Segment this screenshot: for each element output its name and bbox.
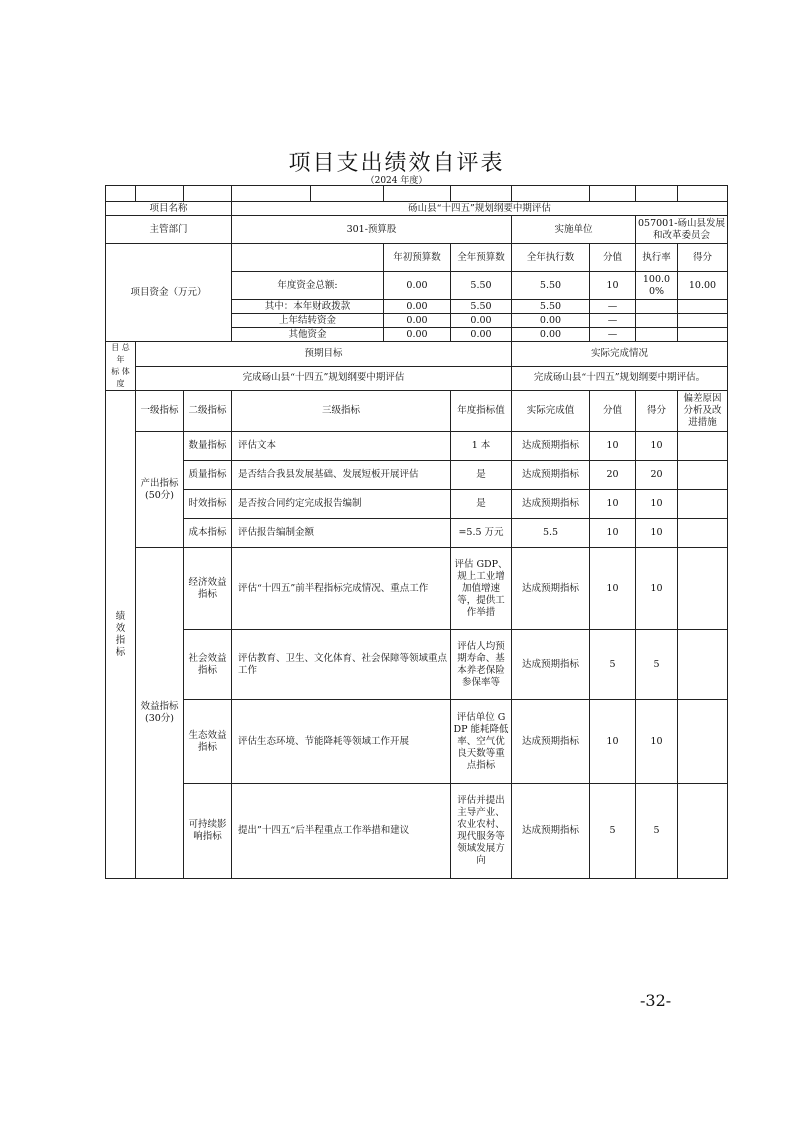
fund-score-value: 10 [590,272,636,300]
level3-cell: 提出”十四五“后半程重点工作举措和建议 [232,784,451,879]
fund-exec-rate [636,314,678,328]
benefit-indicator-label: 效益指标(30分) [136,548,184,879]
fund-score [678,300,728,314]
score-cell: 10 [636,432,678,461]
indicators-header-row [106,391,728,432]
fund-score-value: — [590,314,636,328]
expected-goal-value: 完成砀山县“十四五”规划纲要中期评估 [136,366,512,391]
fund-executed: 0.00 [512,328,590,342]
actual-cell: 达成预期指标 [512,548,590,630]
deviation-cell [678,784,728,879]
indicator-row [106,432,728,461]
actual-completion-label: 实际完成情况 [512,342,728,367]
hdr-score: 得分 [636,391,678,432]
deviation-cell [678,630,728,700]
deviation-cell [678,519,728,548]
fund-annual: 5.50 [451,272,512,300]
funds-section-label: 项目资金（万元） [106,244,232,342]
fund-score: 10.00 [678,272,728,300]
level2-cell: 可持续影响指标 [184,784,232,879]
level2-cell: 生态效益指标 [184,700,232,784]
year-subtitle: （2024 年度） [365,176,428,186]
col-exec-rate: 执行率 [636,244,678,272]
level2-cell: 成本指标 [184,519,232,548]
fund-initial: 0.00 [384,272,451,300]
fund-label: 其他资金 [232,328,384,342]
col-annual-budget: 全年预算数 [451,244,512,272]
actual-cell: 达成预期指标 [512,700,590,784]
score-cell: 10 [636,490,678,519]
fund-executed: 5.50 [512,272,590,300]
project-name-row [106,202,728,216]
fund-annual: 5.50 [451,300,512,314]
score-value-cell: 10 [590,700,636,784]
dept-label: 主管部门 [106,216,232,244]
indicator-row [106,490,728,519]
fund-score-value: — [590,300,636,314]
score-value-cell: 10 [590,519,636,548]
fund-annual: 0.00 [451,328,512,342]
hdr-score-value: 分值 [590,391,636,432]
level2-cell: 数量指标 [184,432,232,461]
level3-cell: 评估文本 [232,432,451,461]
blank-row [106,186,728,202]
page-title: 项目支出绩效自评表 [288,151,505,176]
target-cell: 评估单位 GDP 能耗降低率、空气优良天数等重点指标 [451,700,512,784]
dept-value: 301-预算股 [232,216,512,244]
funds-header-row [106,244,728,272]
target-cell: =5.5 万元 [451,519,512,548]
fund-initial: 0.00 [384,314,451,328]
fund-initial: 0.00 [384,328,451,342]
impl-unit-value: 057001-砀山县发展和改革委员会 [636,216,728,244]
level2-cell: 质量指标 [184,461,232,490]
impl-unit-label: 实施单位 [512,216,636,244]
col-score-value: 分值 [590,244,636,272]
indicator-row [106,548,728,630]
target-cell: 是 [451,461,512,490]
indicator-row [106,784,728,879]
score-cell: 5 [636,630,678,700]
actual-cell: 5.5 [512,519,590,548]
indicators-section-label [106,391,136,879]
actual-cell: 达成预期指标 [512,784,590,879]
score-cell: 20 [636,461,678,490]
indicator-row [106,630,728,700]
level3-cell: 评估“十四五”前半程指标完成情况、重点工作 [232,548,451,630]
level3-cell: 评估报告编制金额 [232,519,451,548]
indicator-row [106,461,728,490]
score-value-cell: 20 [590,461,636,490]
deviation-cell [678,700,728,784]
fund-exec-rate [636,300,678,314]
target-cell: 评估并提出主导产业、农业农村、现代服务等领域发展方向 [451,784,512,879]
indicator-row [106,519,728,548]
target-cell: 评估 GDP、规上工业增加值增速等，提供工作举措 [451,548,512,630]
deviation-cell [678,548,728,630]
hdr-deviation: 偏差原因分析及改进措施 [678,391,728,432]
fund-initial: 0.00 [384,300,451,314]
hdr-level1: 一级指标 [136,391,184,432]
fund-exec-rate [636,328,678,342]
goals-header-row [106,342,728,367]
target-cell: 评估人均预期寿命、基本养老保险参保率等 [451,630,512,700]
score-value-cell: 10 [590,490,636,519]
actual-cell: 达成预期指标 [512,490,590,519]
level2-cell: 时效指标 [184,490,232,519]
level2-cell: 经济效益指标 [184,548,232,630]
level2-cell: 社会效益指标 [184,630,232,700]
project-name-value: 砀山县“十四五”规划纲要中期评估 [232,202,728,216]
col-initial-budget: 年初预算数 [384,244,451,272]
target-cell: 是 [451,490,512,519]
score-value-cell: 10 [590,548,636,630]
score-cell: 10 [636,548,678,630]
indicator-row [106,700,728,784]
actual-cell: 达成预期指标 [512,630,590,700]
fund-annual: 0.00 [451,314,512,328]
hdr-level2: 二级指标 [184,391,232,432]
hdr-level3: 三级指标 [232,391,451,432]
score-cell: 10 [636,519,678,548]
indicators-section-text: 绩效指标 [115,610,126,658]
fund-label: 其中：本年财政拨款 [232,300,384,314]
fund-score [678,314,728,328]
actual-cell: 达成预期指标 [512,461,590,490]
level3-cell: 评估教育、卫生、文化体育、社会保障等领域重点工作 [232,630,451,700]
actual-completion-value: 完成砀山县“十四五”规划纲要中期评估。 [512,366,728,391]
fund-executed: 0.00 [512,314,590,328]
col-score: 得分 [678,244,728,272]
goals-side-label [106,342,136,391]
hdr-target: 年度指标值 [451,391,512,432]
goals-side-label-line2: 标 体 度 [111,367,130,388]
actual-cell: 达成预期指标 [512,432,590,461]
project-name-label: 项目名称 [106,202,232,216]
col-executed: 全年执行数 [512,244,590,272]
fund-executed: 5.50 [512,300,590,314]
level3-cell: 是否结合我县发展基础、发展短板开展评估 [232,461,451,490]
score-cell: 5 [636,784,678,879]
fund-label: 上年结转资金 [232,314,384,328]
level3-cell: 是否按合同约定完成报告编制 [232,490,451,519]
target-cell: 1 本 [451,432,512,461]
department-row [106,216,728,244]
score-cell: 10 [636,700,678,784]
fund-score-value: — [590,328,636,342]
deviation-cell [678,490,728,519]
hdr-actual: 实际完成值 [512,391,590,432]
score-value-cell: 10 [590,432,636,461]
score-value-cell: 5 [590,630,636,700]
fund-score [678,328,728,342]
deviation-cell [678,432,728,461]
expected-goal-label: 预期目标 [136,342,512,367]
goals-value-row [106,366,728,391]
fund-exec-rate: 100.00% [636,272,678,300]
evaluation-table [105,185,728,879]
deviation-cell [678,461,728,490]
level3-cell: 评估生态环境、节能降耗等领域工作开展 [232,700,451,784]
fund-label: 年度资金总额: [232,272,384,300]
page-number: -32- [640,991,672,1010]
goals-side-label-line1: 目 总 年 [111,343,130,364]
score-value-cell: 5 [590,784,636,879]
output-indicator-label: 产出指标(50分) [136,432,184,548]
